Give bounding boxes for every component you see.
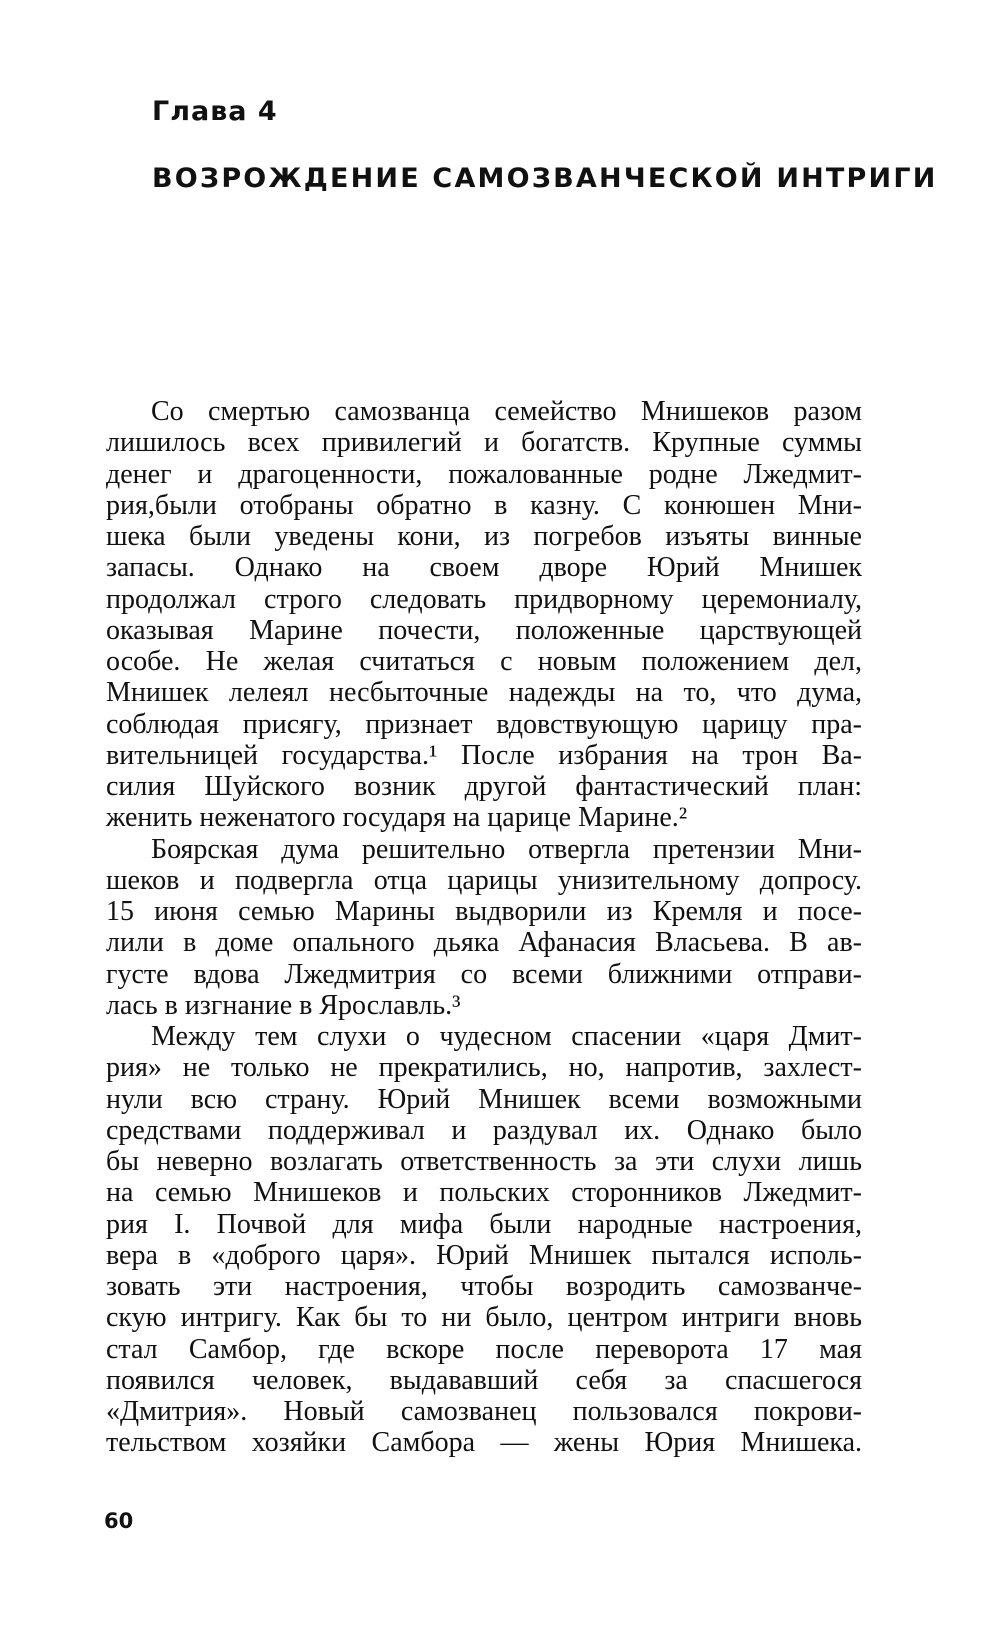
- text-line: лишилось всех привилегий и богатств. Крупные суммы: [106, 427, 862, 459]
- text-line: женить неженатого государя на царице Марине.²: [106, 802, 688, 834]
- chapter-label: Глава 4: [152, 96, 278, 127]
- text-line: вительницей государства.¹ После избрания на трон Ва-: [106, 739, 862, 771]
- text-line: Между тем слухи о чудесном спасении «царя Дмит-: [151, 1021, 862, 1052]
- text-line: запасы. Однако на своем дворе Юрий Мнишек: [106, 552, 862, 584]
- text-line: тельством хозяйки Самбора — жены Юрия Мнишека.: [106, 1427, 862, 1459]
- text-line: лась в изгнание в Ярославль.³: [106, 989, 461, 1021]
- text-line: особе. Не желая считаться с новым положением дел,: [106, 646, 862, 677]
- text-line: денег и драгоценности, пожалованные родне Лжедмит-: [106, 458, 862, 490]
- text-line: шека были уведены кони, из погребов изъяты винные: [106, 521, 862, 552]
- text-line: появился человек, выдававший себя за спасшегося: [106, 1364, 862, 1396]
- text-line: силия Шуйского возник другой фантастический план:: [106, 771, 862, 802]
- text-line: рия I. Почвой для мифа были народные настроения,: [106, 1208, 862, 1240]
- text-line: густе вдова Лжедмитрия со всеми ближними отправи-: [106, 958, 862, 990]
- body-text: [106, 396, 862, 1459]
- text-line: шеков и подвергла отца царицы унизительному допросу.: [106, 864, 862, 896]
- text-line: Мнишек лелеял несбыточные надежды на то, что дума,: [106, 677, 862, 709]
- chapter-title: ВОЗРОЖДЕНИЕ САМОЗВАНЧЕСКОЙ ИНТРИГИ: [152, 163, 938, 194]
- text-line: «Дмитрия». Новый самозванец пользовался покрови-: [106, 1396, 862, 1427]
- text-line: стал Самбор, где вскоре после переворота 17 мая: [106, 1333, 862, 1365]
- text-line: зовать эти настроения, чтобы возродить самозванче-: [106, 1271, 862, 1302]
- text-line: на семью Мнишеков и польских сторонников Лжедмит-: [106, 1177, 862, 1209]
- text-line: вера в «доброго царя». Юрий Мнишек пытался исполь-: [106, 1239, 862, 1271]
- text-line: скую интригу. Как бы то ни было, центром интриги вновь: [106, 1302, 862, 1334]
- text-line: средствами поддерживал и раздувал их. Однако было: [106, 1114, 862, 1146]
- text-line: лили в доме опального дьяка Афанасия Власьева. В ав-: [106, 927, 862, 959]
- text-line: нули всю страну. Юрий Мнишек всеми возможными: [106, 1083, 862, 1115]
- text-line: Боярская дума решительно отвергла претензии Мни-: [151, 833, 862, 865]
- text-line: 15 июня семью Марины выдворили из Кремля и посе-: [106, 896, 862, 927]
- text-line: рия,были отобраны обратно в казну. С конюшен Мни-: [106, 489, 862, 521]
- text-line: бы неверно возлагать ответственность за эти слухи лишь: [106, 1146, 862, 1177]
- text-line: Со смертью самозванца семейство Мнишеков разом: [151, 396, 862, 427]
- text-line: продолжал строго следовать придворному церемониалу,: [106, 583, 862, 615]
- text-line: соблюдая присягу, признает вдовствующую царицу пра-: [106, 708, 862, 740]
- text-line: рия» не только не прекратились, но, напротив, захлест-: [106, 1052, 862, 1084]
- page-number: 60: [104, 1509, 134, 1533]
- text-line: оказывая Марине почести, положенные царствующей: [106, 614, 862, 646]
